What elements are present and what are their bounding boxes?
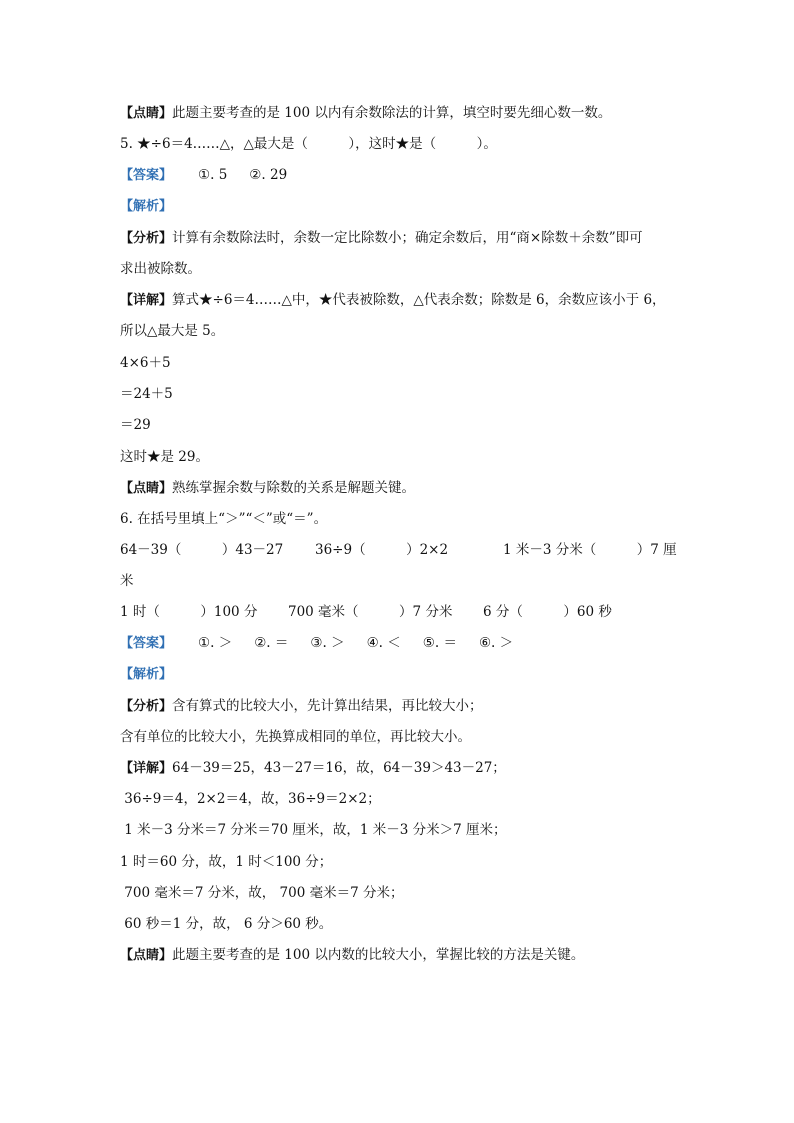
- q5-question: 5. ★÷6＝4……△，△最大是（ ），这时★是（ ）。: [120, 136, 497, 152]
- q6-answer-6: ⑥. ＞: [478, 635, 514, 651]
- fenxi-tag: 【分析】: [120, 699, 173, 714]
- q6-fenxi-line-1: [120, 697, 483, 716]
- fenxi-tag: 【分析】: [120, 231, 173, 246]
- q6-answer-5: ⑤. ＝: [422, 635, 457, 651]
- q6-item-2: 36÷9（ ）2×2: [315, 542, 449, 558]
- q5-conclusion: 这时★是 29。: [120, 449, 209, 465]
- q5-xiangjie-text-2: 所以△最大是 5。: [120, 323, 225, 339]
- q5-calc-3: ＝29: [120, 417, 151, 433]
- q6-item-6: 6 分（ ）60 秒: [483, 604, 612, 620]
- q5-fenxi-line-1: [120, 229, 643, 248]
- q6-detail-1: 64－39＝25，43－27＝16，故，64－39＞43－27；: [172, 760, 506, 776]
- q6-item-5: 700 毫米（ ）7 分米: [288, 604, 453, 620]
- q6-answer-4: ④. ＜: [366, 635, 401, 651]
- q6-detail-2: 36÷9＝4，2×2＝4，故，36÷9＝2×2；: [120, 791, 381, 807]
- q6-detail-5: 700 毫米＝7 分米，故， 700 毫米＝7 分米；: [120, 885, 404, 901]
- q6-item-1: 64－39（ ）43－27: [120, 542, 284, 558]
- q6-answer-2: ②. ＝: [254, 635, 289, 651]
- q6-item-4: 1 时（ ）100 分: [120, 604, 258, 620]
- answer-tag: 【答案】: [120, 636, 173, 651]
- q5-tip-text: 熟练掌握余数与除数的关系是解题关键。: [172, 480, 416, 496]
- q6-answer-line: [120, 634, 535, 653]
- q6-analysis-line: [120, 665, 172, 684]
- q6-tip-line: [120, 946, 584, 965]
- q6-xiangjie-line-1: [120, 759, 506, 778]
- q4-tip-text: 此题主要考查的是 100 以内有余数除法的计算，填空时要先细心数一数。: [172, 105, 612, 121]
- q6-fenxi-text-2: 含有单位的比较大小，先换算成相同的单位，再比较大小。: [120, 729, 471, 745]
- q6-question: 6. 在括号里填上“＞”“＜”或“＝”。: [120, 511, 328, 527]
- q5-xiangjie-line-1: [120, 291, 666, 310]
- q6-answer-1: ①. ＞: [198, 635, 233, 651]
- q6-detail-4: 1 时＝60 分，故，1 时＜100 分；: [120, 854, 333, 870]
- analysis-tag: 【解析】: [120, 199, 173, 214]
- q5-fenxi-text-1: 计算有余数除法时，余数一定比除数小；确定余数后，用“商×除数＋余数”即可: [172, 230, 643, 246]
- q6-answer-3: ③. ＞: [310, 635, 345, 651]
- q6-detail-6: 60 秒＝1 分，故， 6 分＞60 秒。: [120, 916, 333, 932]
- tip-tag: 【点睛】: [120, 948, 173, 963]
- q5-tip-line: [120, 479, 415, 498]
- q5-answer-line: [120, 166, 309, 185]
- q4-tip-line: [120, 104, 611, 123]
- q5-answer-1: ①. 5: [198, 167, 228, 183]
- answer-tag: 【答案】: [120, 168, 173, 183]
- q6-fenxi-text-1: 含有算式的比较大小，先计算出结果，再比较大小；: [172, 698, 483, 714]
- q5-analysis-line: [120, 197, 172, 216]
- q6-item-3: 1 米－3 分米（ ）7 厘: [503, 542, 677, 558]
- xiangjie-tag: 【详解】: [120, 293, 173, 308]
- q5-answer-2: ②. 29: [249, 167, 288, 183]
- q5-calc-1: 4×6＋5: [120, 355, 171, 371]
- q6-item-3-wrap: 米: [120, 573, 134, 589]
- xiangjie-tag: 【详解】: [120, 761, 173, 776]
- q5-xiangjie-text-1: 算式★÷6＝4……△中，★代表被除数，△代表余数；除数是 6，余数应该小于 6，: [172, 292, 666, 308]
- tip-tag: 【点睛】: [120, 106, 173, 121]
- q5-fenxi-text-2: 求出被除数。: [120, 261, 201, 277]
- q6-tip-text: 此题主要考查的是 100 以内数的比较大小，掌握比较的方法是关键。: [172, 947, 585, 963]
- analysis-tag: 【解析】: [120, 667, 173, 682]
- tip-tag: 【点睛】: [120, 481, 173, 496]
- q6-detail-3: 1 米－3 分米＝7 分米＝70 厘米，故，1 米－3 分米＞7 厘米；: [120, 822, 507, 838]
- q5-calc-2: ＝24＋5: [120, 386, 173, 402]
